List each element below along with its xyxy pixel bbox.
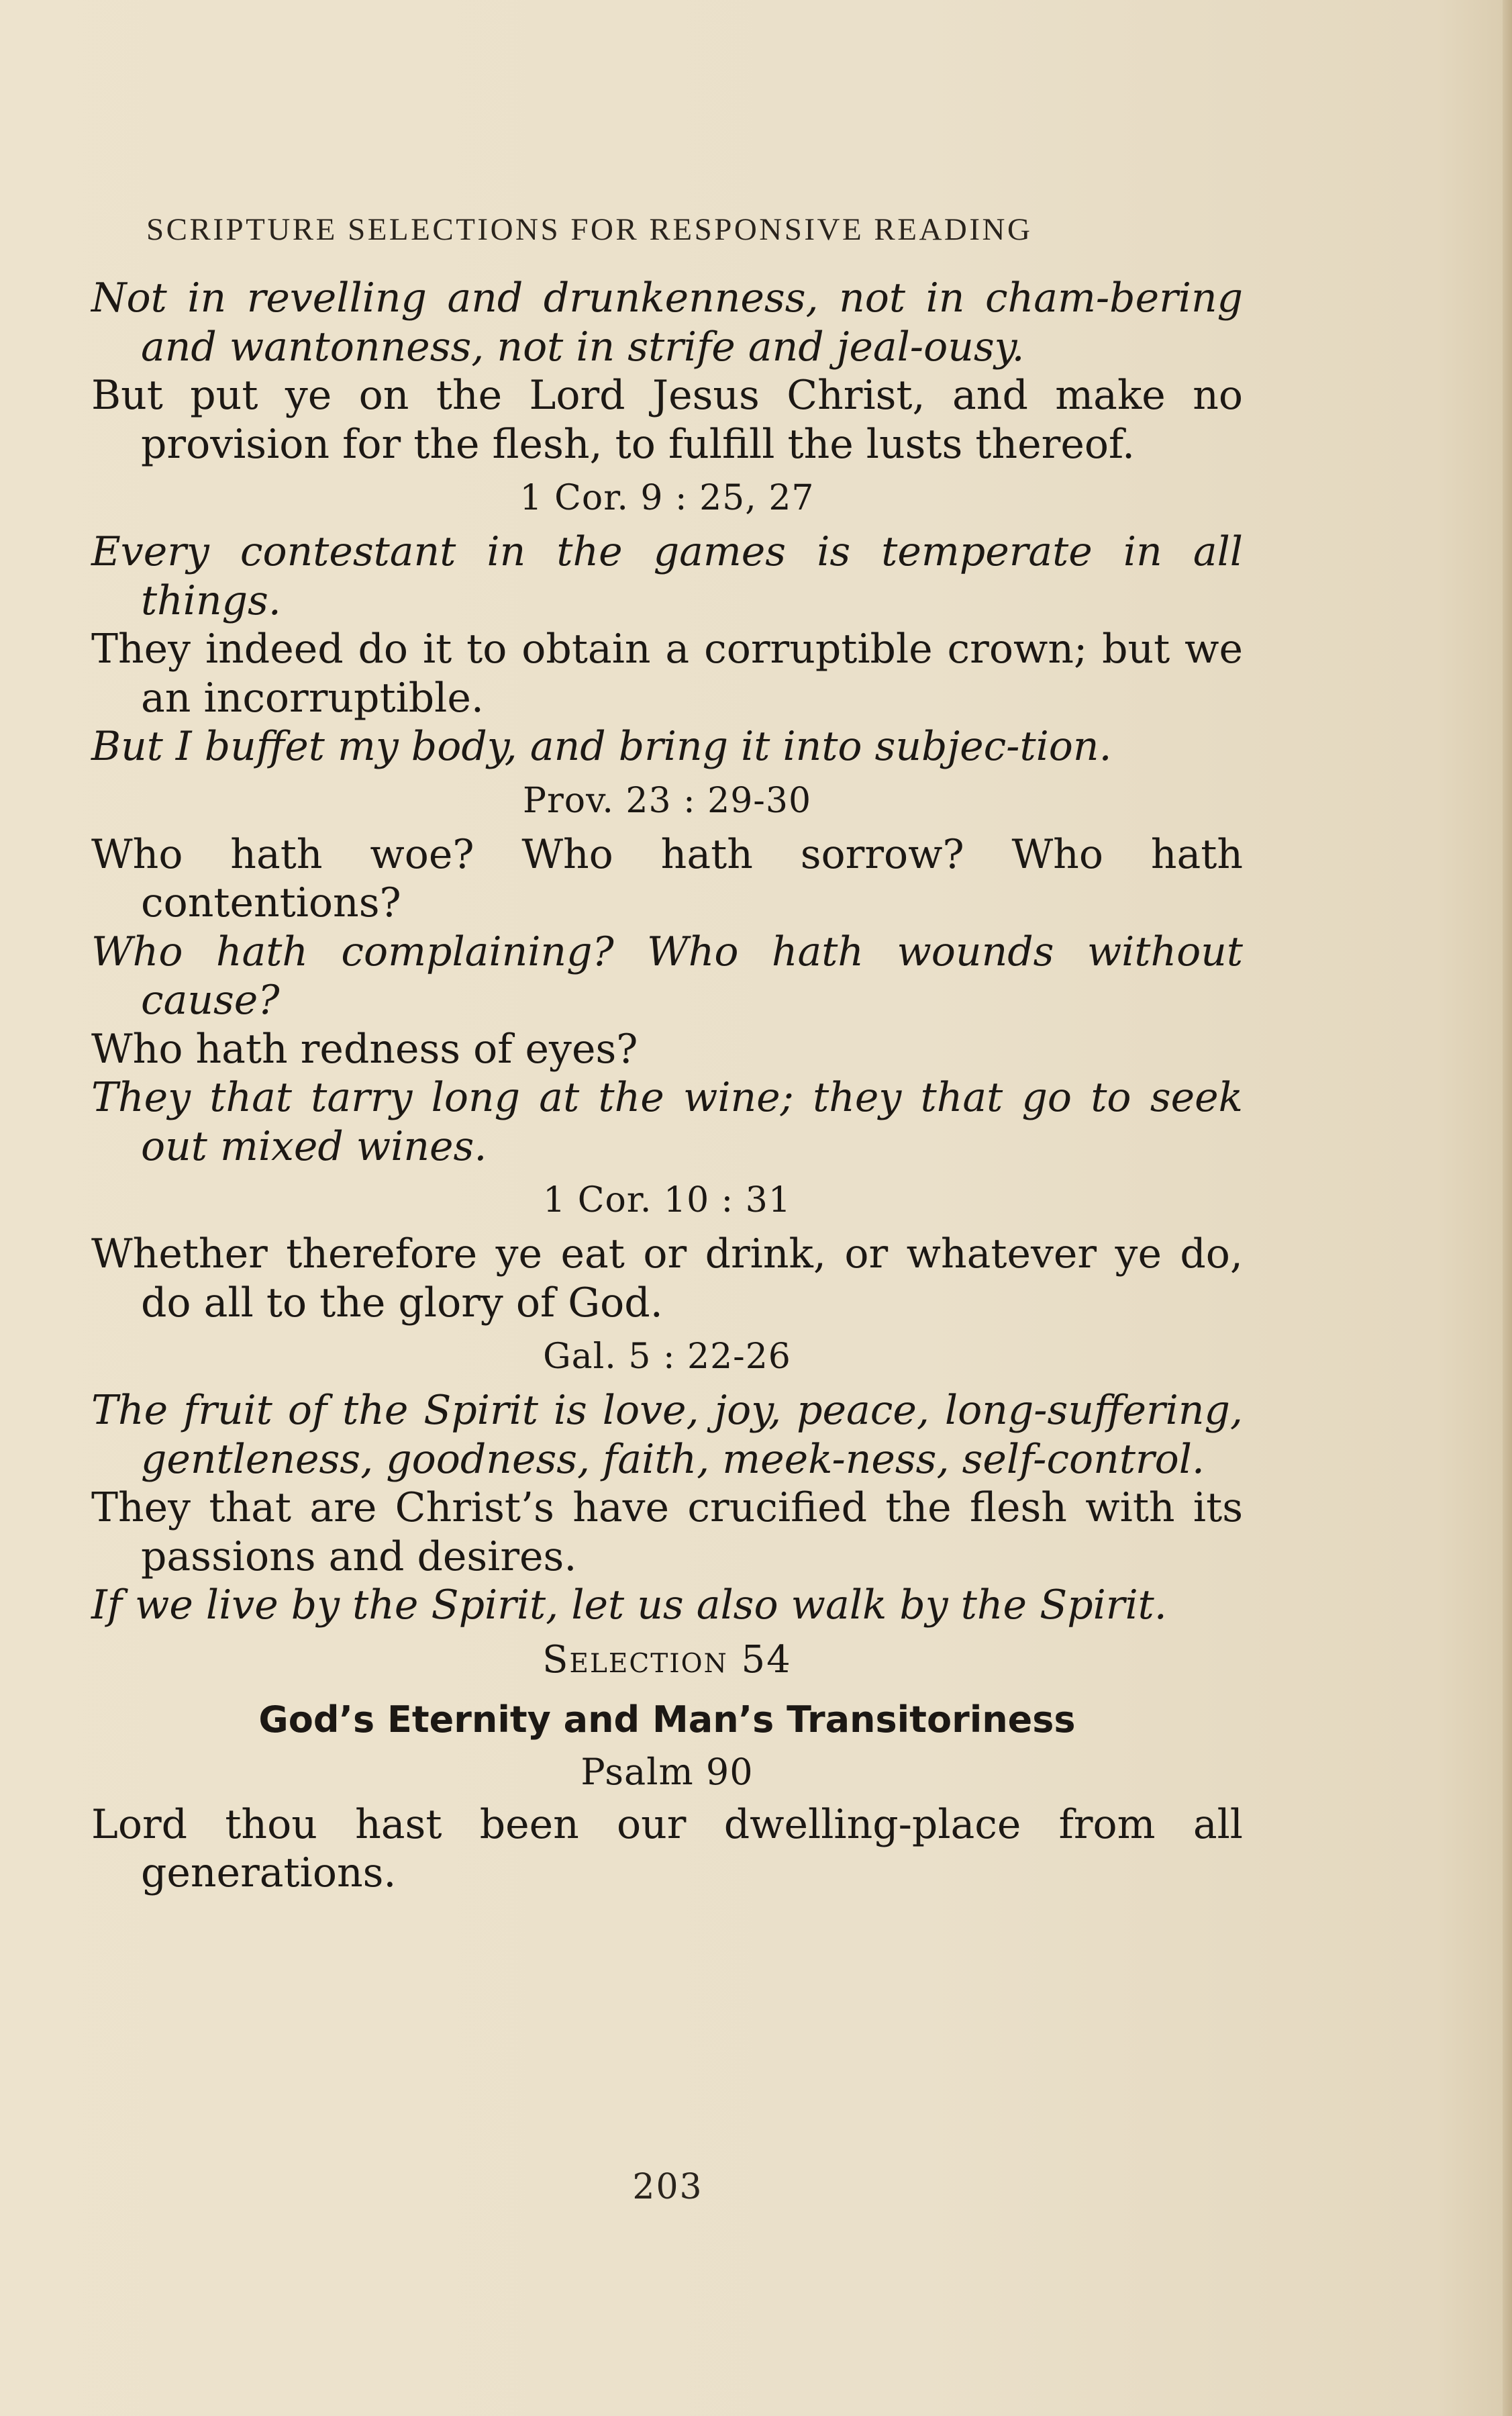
- scripture-reference: 1 Cor. 10 : 31: [543, 1180, 791, 1220]
- responsive-verse: Who hath woe? Who hath sorrow? Who hath contentions?: [91, 830, 1243, 926]
- responsive-verse: Lord thou hast been our dwelling-place from all generations.: [91, 1800, 1243, 1896]
- running-head: SCRIPTURE SELECTIONS FOR RESPONSIVE READING: [146, 212, 1033, 247]
- scripture-reference: Gal. 5 : 22-26: [543, 1337, 791, 1377]
- responsive-verse: They that are Christ’s have crucified the flesh with its passions and desires.: [91, 1484, 1243, 1580]
- responsive-verse: They indeed do it to obtain a corruptible crown; but we an incorruptible.: [91, 626, 1243, 722]
- selection-heading: God’s Eternity and Man’s Transitoriness: [258, 1698, 1076, 1741]
- selection-title: [91, 1634, 1243, 1686]
- page-edge: [1503, 0, 1512, 2416]
- responsive-verse: Every contestant in the games is temperate in all things.: [91, 528, 1243, 624]
- responsive-verse: If we live by the Spirit, let us also walk by the Spirit.: [91, 1582, 1167, 1629]
- responsive-verse: But I buffet my body, and bring it into subjec-tion.: [91, 723, 1112, 770]
- responsive-verse: The fruit of the Spirit is love, joy, peace, long-suffering, gentleness, goodness, faith, meek-ness, self-control.: [91, 1387, 1243, 1483]
- psalm-reference: Psalm 90: [581, 1750, 754, 1793]
- selection-label: Selection: [542, 1637, 728, 1682]
- responsive-verse: Whether therefore ye eat or drink, or whatever ye do, do all to the glory of God.: [91, 1230, 1243, 1326]
- responsive-verse: They that tarry long at the wine; they that go to seek out mixed wines.: [91, 1074, 1243, 1170]
- scripture-reference: 1 Cor. 9 : 25, 27: [519, 478, 815, 518]
- page-number: 203: [632, 2167, 703, 2207]
- responsive-verse: Who hath complaining? Who hath wounds without cause?: [91, 928, 1243, 1024]
- responsive-verse: But put ye on the Lord Jesus Christ, and make no provision for the flesh, to fulfill the lusts thereof.: [91, 372, 1243, 468]
- selection-number: 54: [741, 1637, 792, 1682]
- scripture-reference: Prov. 23 : 29-30: [522, 780, 812, 821]
- responsive-verse: Who hath redness of eyes?: [91, 1025, 638, 1073]
- responsive-verse: Not in revelling and drunkenness, not in cham-bering and wantonness, not in strife and jeal-ousy.: [91, 275, 1243, 371]
- page-content: [91, 274, 1243, 1898]
